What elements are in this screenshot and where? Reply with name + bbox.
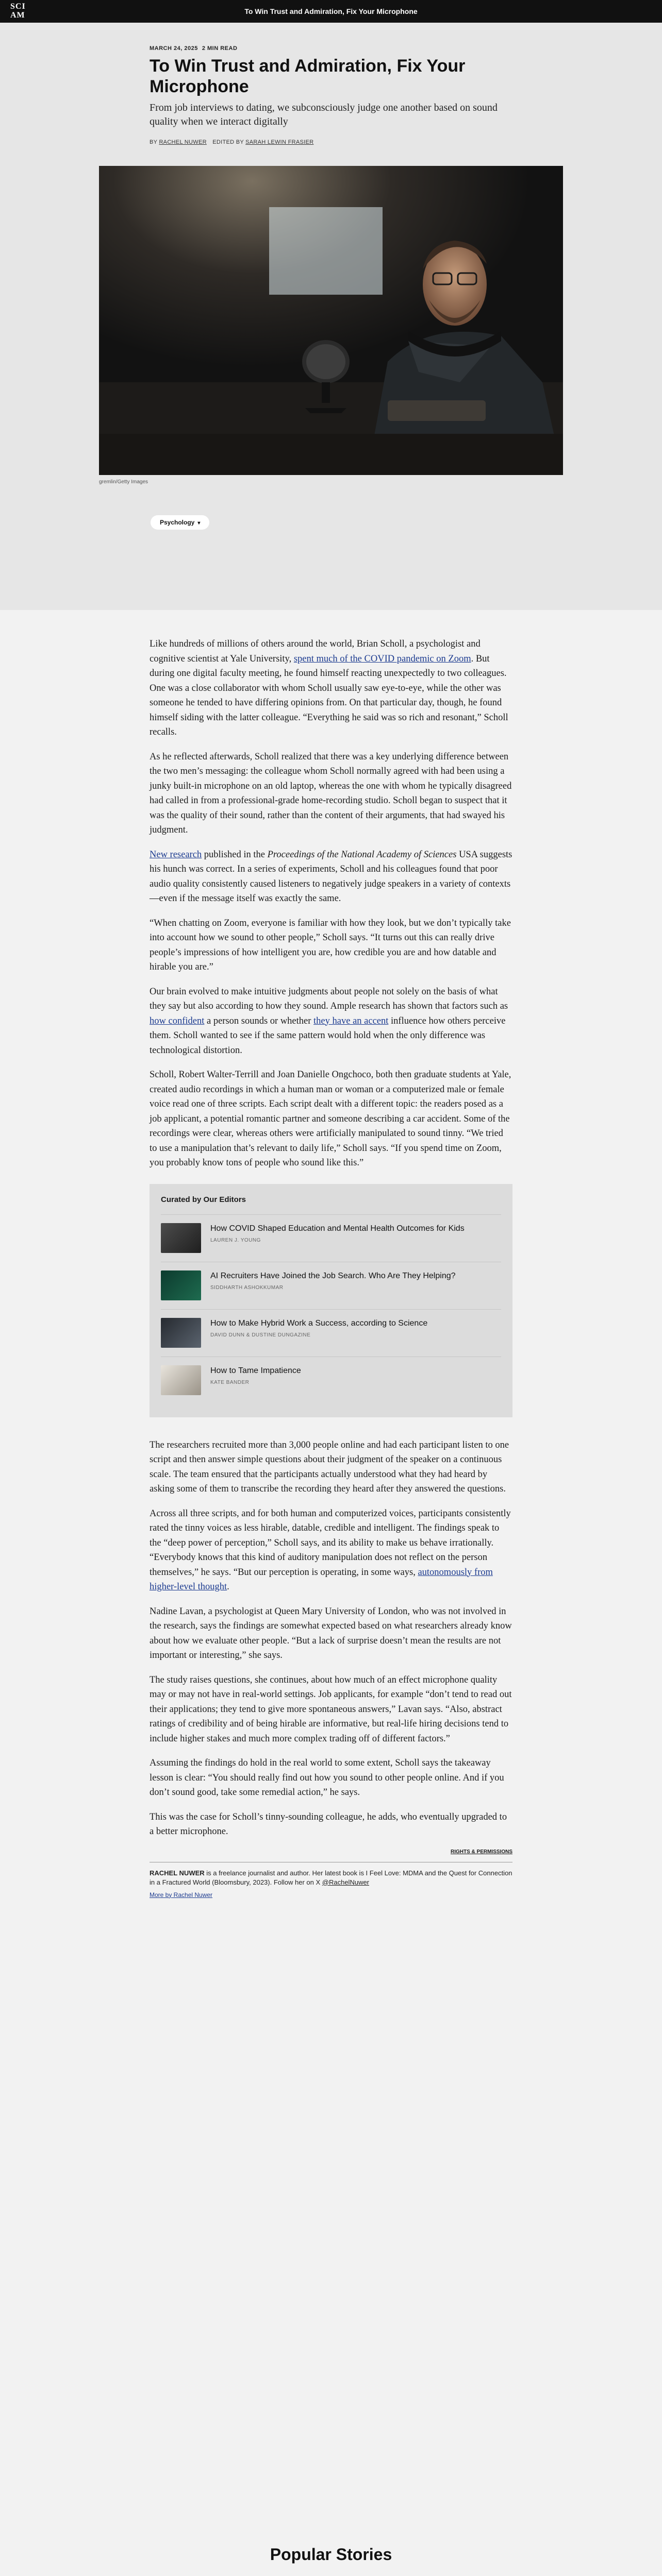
link-autonomously[interactable]: autonomously from higher-level thought [150,1567,493,1592]
curated-thumbnail [161,1318,201,1348]
author-handle[interactable]: @RachelNuwer [322,1878,370,1886]
more-by-author-link[interactable]: More by Rachel Nuwer [150,1891,213,1899]
paragraph: As he reflected afterwards, Scholl realized that there was a key underlying difference between the two men’s messaging: the colleague whom Scholl normally agreed with had been using a junky built-in microphone on an old laptop, whereas the one with whom he typically disagreed had called in from a professional-grade home-recording studio. Scholl began to suspect that it was the quality of their sound, rather than the content of their arguments, that had swayed his judgment. [150,751,512,835]
link-covid-zoom[interactable]: spent much of the COVID pandemic on Zoom [293,653,471,664]
article-date: MARCH 24, 2025 [150,45,198,52]
editor-link[interactable]: SARAH LEWIN FRASIER [245,139,314,145]
chevron-down-icon: ▾ [197,520,201,526]
paragraph: Our brain evolved to make intuitive judgments about people not solely on the basis of what they say but also according to how they sound. Ample research has shown that factors such as how confident a person sounds or whether they have an accent influence how others perceive them. Scholl wanted to see if the same pattern would hold when the only difference was technological distortion. [150,986,508,1056]
curated-box [150,1184,512,1417]
author-bio: RACHEL NUWER is a freelance journalist and author. Her latest book is I Feel Love: MDMA and the Quest for Connection in a Fractured World (Bloomsbury, 2023). Follow her on X @RachelNuwer [150,1869,512,1886]
curated-thumbnail [161,1365,201,1395]
top-bar [0,0,662,23]
paragraph: Assuming the findings do hold in the real world to some extent, Scholl says the takeaway lesson is clear: “You should really find out how you sound to other people online. And if you don’t sound good, take some remedial action,” he says. [150,1758,504,1798]
popular-title: Popular Stories [270,2545,392,2564]
popular-stories [0,2545,662,2564]
author-link[interactable]: RACHEL NUWER [159,139,207,145]
paragraph: Across all three scripts, and for both human and computerized voices, participants consistently rated the tinny voices as less hirable, datable, credible and intelligent. The findings speak to the “deep power of perception,” Scholl says, and its ability to make us behave irrationally. “Everybody knows that this kind of auditory manipulation does not reflect on the person themselves,” he says. “But our perception is operating, in some ways, autonomously from higher-level thought. [150,1508,511,1592]
link-new-research[interactable]: New research [150,849,202,860]
link-accent[interactable]: they have an accent [313,1015,389,1026]
byline: BY RACHEL NUWER EDITED BY SARAH LEWIN FRASIER [150,139,314,145]
curated-thumbnail [161,1270,201,1300]
paragraph: “When chatting on Zoom, everyone is familiar with how they look, but we don’t typically take into account how we sound to other people,” Scholl says. “It turns out this can really drive people’s impressions of how intelligent you are, how credible you are and how datable and hirable you are.” [150,918,511,972]
read-time: 2 MIN READ [202,45,238,52]
author-box [150,1862,512,1899]
man-with-microphone-image [99,166,563,475]
topic-tag-psychology[interactable]: Psychology ▾ [151,515,209,530]
curated-thumbnail [161,1223,201,1253]
curated-item[interactable]: How to Make Hybrid Work a Success, according to Science DAVID DUNN & DUSTINE DUNGAZINE [161,1309,501,1357]
curated-item[interactable]: How to Tame Impatience KATE BANDER [161,1357,501,1404]
paragraph: Scholl, Robert Walter-Terrill and Joan Danielle Ongchoco, both then graduate students at Yale, created audio recordings in which a human man or woman or a computerized male or female voice read one of three scripts. Each script dealt with a different topic: the readers posed as a job applicant, a potential romantic partner and someone describing a car accident. Some of the recordings were clear, whereas others were artificially manipulated to sound tinny. “We tried to use a manipulation that’s relevant to daily life,” Scholl says. “If you spend time on Zoom, you probably know tons of people who sound like this.” [150,1070,511,1168]
curated-title: Curated by Our Editors [161,1195,246,1204]
image-caption: gremlin/Getty Images [99,479,148,485]
hero-image [99,166,563,475]
curated-item[interactable]: How COVID Shaped Education and Mental Health Outcomes for Kids LAUREN J. YOUNG [161,1214,501,1262]
link-how-confident[interactable]: how confident [150,1015,205,1026]
paragraph: The researchers recruited more than 3,000 people online and had each participant listen to one script and then answer simple questions about their judgment of the speaker on a continuous scale. The team ensured that the participants actually understood what they had heard by asking some of them to transcribe the recording they heard after they answered the questions. [150,1439,509,1494]
article-meta [150,45,241,52]
author-name[interactable]: RACHEL NUWER [150,1869,205,1877]
article-body [150,637,512,1899]
paragraph: Nadine Lavan, a psychologist at Queen Mary University of London, who was not involved in the research, says the findings are somewhat expected based on what researchers already know about how we evaluate other people. “But a lack of surprise doesn’t mean the results are not important or interesting,” she says. [150,1606,512,1660]
paragraph: This was the case for Scholl’s tinny-sounding colleague, he adds, who eventually upgraded to a better microphone. [150,1811,507,1837]
article-title: To Win Trust and Admiration, Fix Your Microphone [150,56,466,96]
curated-item[interactable]: AI Recruiters Have Joined the Job Search. Who Are They Helping? SIDDHARTH ASHOKKUMAR [161,1262,501,1309]
topbar-title: To Win Trust and Admiration, Fix Your Microphone [244,7,418,15]
rights-permissions-link[interactable]: RIGHTS & PERMISSIONS [450,1849,512,1855]
site-logo[interactable]: SCI AM [10,2,26,20]
paragraph: Like hundreds of millions of others around the world, Brian Scholl, a psychologist and cognitive scientist at Yale University, spent much of the COVID pandemic on Zoom. But during one digital faculty meeting, he found himself reacting unexpectedly to two colleagues. One was a close collaborator with whom Scholl usually saw eye-to-eye, while the other was someone he tended to have differing opinions from. On that particular day, though, he found himself siding with the latter colleague. “Everything he said was so rich and resonant,” Scholl recalls. [150,639,508,737]
paragraph: New research published in the Proceedings of the National Academy of Sciences USA suggests his hunch was correct. In a series of experiments, Scholl and his colleagues found that poor audio quality consistently caused listeners to negatively judge speakers in a variety of contexts—even if the message itself was exactly the same. [150,849,512,904]
article-dek: From job interviews to dating, we subconsciously judge one another based on sound quality when we interact digitally [150,102,498,127]
paragraph: The study raises questions, she continues, about how much of an effect microphone quality may or may not have in real-world settings. Job applicants, for example “don’t tend to read out their applications; they tend to give more spontaneous answers,” Lavan says. “Also, abstract ratings of credibility and of being hirable are informative, but real-life hiring decisions tend to include higher stakes and much more complex trading off of different factors.” [150,1674,512,1744]
